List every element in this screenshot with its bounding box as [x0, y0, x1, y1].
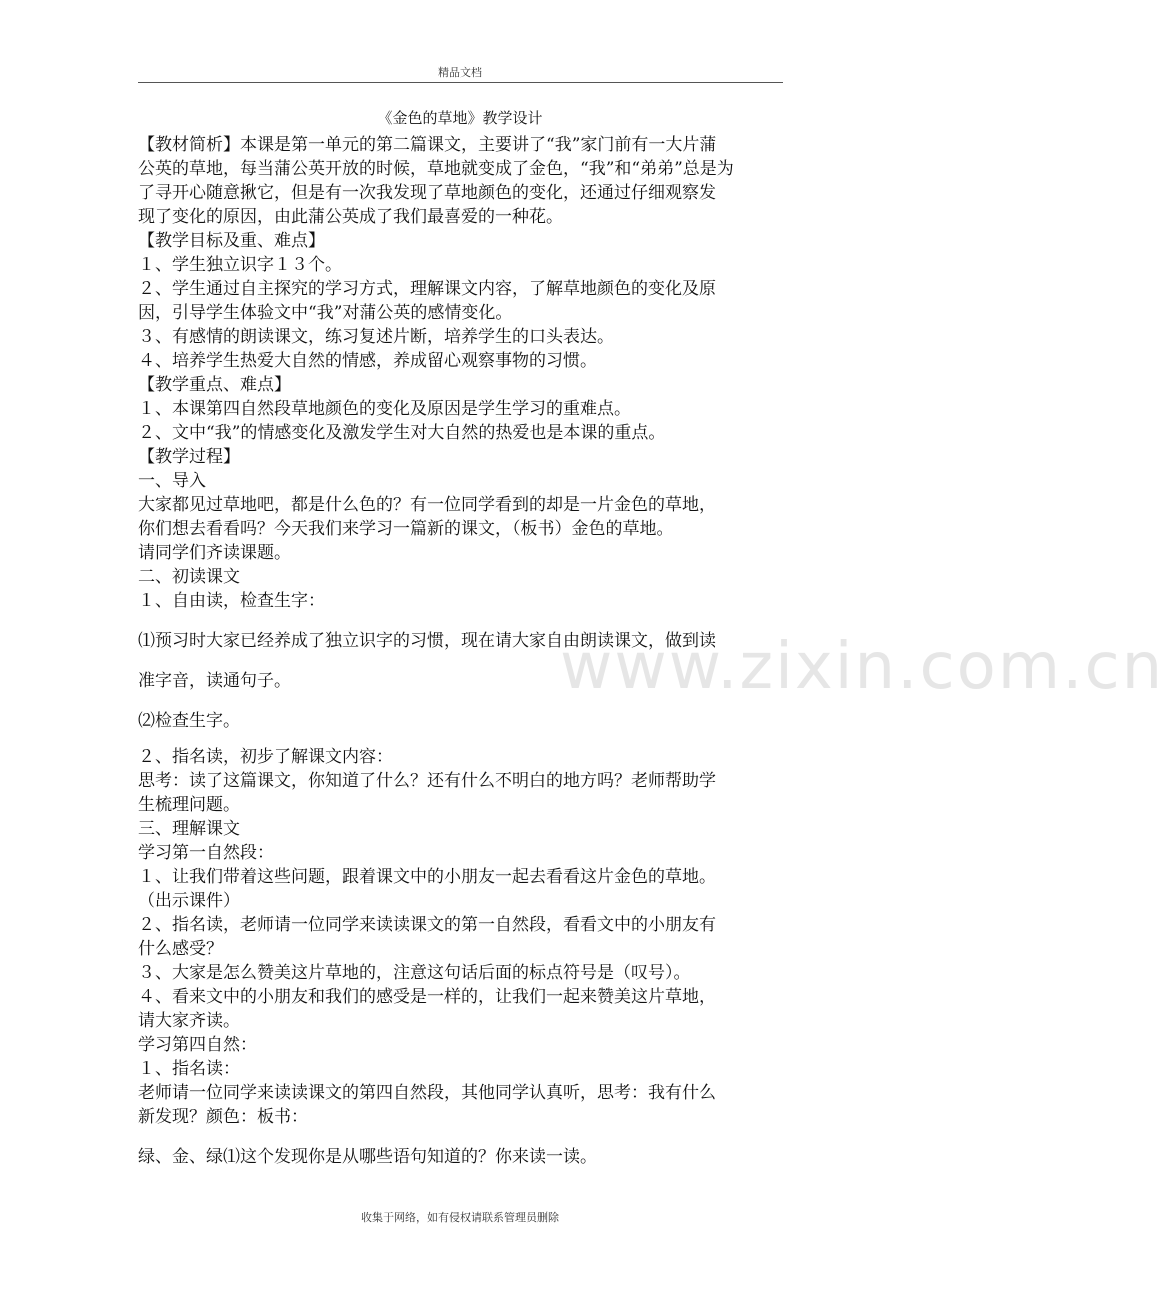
- header-divider: [138, 82, 783, 83]
- text-line: 学习第四自然：: [138, 1035, 257, 1055]
- watermark: www.zixin.com.cn: [560, 630, 1164, 704]
- document-body: [138, 133, 788, 1169]
- text-line: 准字音，读通句子。: [138, 671, 291, 691]
- text-line: １、学生独立识字１３个。: [138, 255, 342, 275]
- text-line: 大家都见过草地吧，都是什么色的？有一位同学看到的却是一片金色的草地，: [138, 495, 716, 515]
- text-line: （出示课件）: [138, 891, 240, 911]
- text-line: 生梳理问题。: [138, 795, 240, 815]
- text-line: 老师请一位同学来读读课文的第四自然段，其他同学认真听，思考：我有什么: [138, 1083, 716, 1103]
- text-line: １、本课第四自然段草地颜色的变化及原因是学生学习的重难点。: [138, 399, 631, 419]
- text-line: 现了变化的原因，由此蒲公英成了我们最喜爱的一种花。: [138, 207, 563, 227]
- text-line: 思考：读了这篇课文，你知道了什么？还有什么不明白的地方吗？老师帮助学: [138, 771, 716, 791]
- text-line: 什么感受？: [138, 939, 223, 959]
- text-line: ２、学生通过自主探究的学习方式，理解课文内容，了解草地颜色的变化及原: [138, 279, 716, 299]
- text-line: ⑵检查生字。: [138, 711, 240, 731]
- sub-heading: 二、初读课文: [138, 567, 240, 587]
- text-line: ３、有感情的朗读课文，练习复述片断，培养学生的口头表达。: [138, 327, 614, 347]
- text-line: ４、看来文中的小朋友和我们的感受是一样的，让我们一起来赞美这片草地，: [138, 987, 716, 1007]
- text-line: 你们想去看看吗？今天我们来学习一篇新的课文，（板书）金色的草地。: [138, 519, 674, 539]
- text-line: 【教材简析】本课是第一单元的第二篇课文，主要讲了“我”家门前有一大片蒲: [138, 135, 717, 155]
- text-line: １、自由读，检查生字：: [138, 591, 325, 611]
- text-line: 学习第一自然段：: [138, 843, 274, 863]
- text-line: ２、文中“我”的情感变化及激发学生对大自然的热爱也是本课的重点。: [138, 423, 666, 443]
- text-line: 因，引导学生体验文中“我”对蒲公英的感情变化。: [138, 303, 513, 323]
- page-footer: 收集于网络，如有侵权请联系管理员删除: [361, 1211, 559, 1224]
- text-line: １、让我们带着这些问题，跟着课文中的小朋友一起去看看这片金色的草地。: [138, 867, 716, 887]
- document-title: 《金色的草地》教学设计: [377, 109, 543, 127]
- text-line: １、指名读：: [138, 1059, 240, 1079]
- section-heading: 【教学目标及重、难点】: [138, 231, 325, 251]
- section-heading: 【教学过程】: [138, 447, 240, 467]
- text-line: ４、培养学生热爱大自然的情感，养成留心观察事物的习惯。: [138, 351, 597, 371]
- text-line: 绿、金、绿⑴这个发现你是从哪些语句知道的？你来读一读。: [138, 1147, 597, 1167]
- text-line: ⑴预习时大家已经养成了独立识字的习惯，现在请大家自由朗读课文，做到读: [138, 631, 716, 651]
- section-heading: 【教学重点、难点】: [138, 375, 291, 395]
- text-line: ２、指名读，初步了解课文内容：: [138, 747, 393, 767]
- text-line: 新发现？颜色：板书：: [138, 1107, 308, 1127]
- sub-heading: 三、理解课文: [138, 819, 240, 839]
- page-header: 精品文档: [438, 66, 482, 79]
- text-line: 了寻开心随意揪它，但是有一次我发现了草地颜色的变化，还通过仔细观察发: [138, 183, 716, 203]
- text-line: 请同学们齐读课题。: [138, 543, 291, 563]
- sub-heading: 一、导入: [138, 471, 206, 491]
- text-line: 请大家齐读。: [138, 1011, 240, 1031]
- text-line: ２、指名读，老师请一位同学来读读课文的第一自然段，看看文中的小朋友有: [138, 915, 716, 935]
- text-line: 公英的草地，每当蒲公英开放的时候，草地就变成了金色，“我”和“弟弟”总是为: [138, 159, 734, 179]
- text-line: ３、大家是怎么赞美这片草地的，注意这句话后面的标点符号是（叹号）。: [138, 963, 691, 983]
